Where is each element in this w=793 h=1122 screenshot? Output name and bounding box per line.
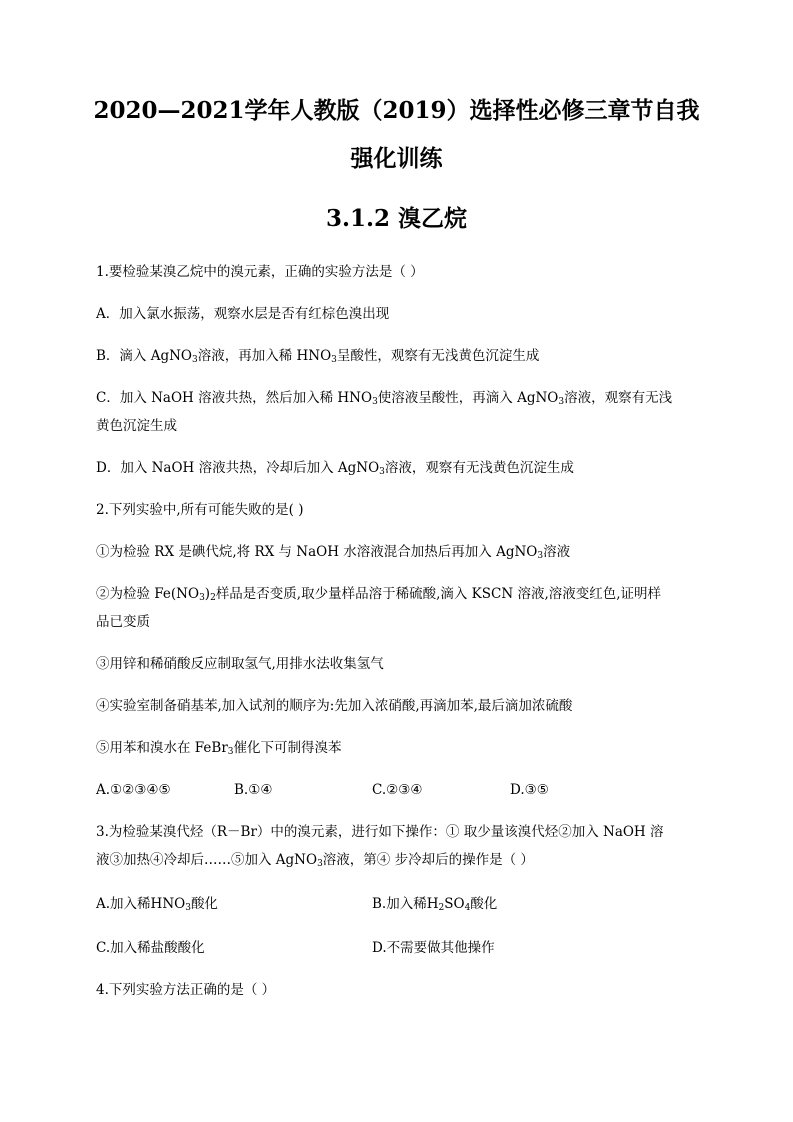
q1-option-b: B．滴入 AgNO$_3$溶液，再加入稀 $HNO_3$呈酸性，观察有无浅黄色沉淀生成 (96, 348, 540, 365)
title-line-2: 强化训练 (350, 145, 443, 172)
q1-option-d: D．加入 NaOH 溶液共热，冷却后加入 AgNO$_3$溶液，观察有无浅黄色沉淀生成 (96, 460, 574, 477)
q2-statement-1: ①为检验 RX 是碘代烷,将 RX 与 NaOH 水溶液混合加热后再加入 AgNO$_3$溶液 (96, 544, 571, 561)
q2-option-c: C.②③④ (372, 782, 423, 798)
q3-option-a: A.加入稀$HNO_3$酸化 (96, 896, 218, 913)
q2-statement-3: ③用锌和稀硝酸反应制取氢气,用排水法收集氢气 (96, 656, 384, 672)
q2-statement-4: ④实验室制备硝基苯,加入试剂的顺序为:先加入浓硝酸,再滴加苯,最后滴加浓硫酸 (96, 698, 573, 714)
q3-option-d: D.不需要做其他操作 (372, 940, 495, 956)
q1-option-c: C．加入 NaOH 溶液共热，然后加入稀 $HNO_3$使溶液呈酸性，再滴入 AgNO$_3$溶液，观察有无浅 (96, 390, 673, 407)
q2-stem: 2.下列实验中,所有可能失败的是( ) (96, 502, 304, 518)
q2-statement-2: ②为检验 $Fe(NO_3)_2$样品是否变质,取少量样品溶于稀硫酸,滴入 KSCN 溶液,溶液变红色,证明样 (96, 586, 662, 603)
q4-stem: 4.下列实验方法正确的是（ ） (96, 982, 276, 998)
q3-option-c: C.加入稀盐酸酸化 (96, 940, 205, 956)
q2-statement-5: ⑤用苯和溴水在 FeBr$_3$催化下可制得溴苯 (96, 740, 342, 757)
q1-option-a: A．加入氯水振荡，观察水层是否有红棕色溴出现 (96, 306, 390, 322)
q2-option-b: B.①④ (234, 782, 273, 798)
q2-option-a: A.①②③④⑤ (96, 782, 171, 798)
q2-option-d: D.③⑤ (510, 782, 549, 798)
q3-stem: 3.为检验某溴代烃（R－Br）中的溴元素，进行如下操作：① 取少量该溴代烃②加入 NaOH 溶 (96, 824, 664, 840)
title-line-1: 2020—2021学年人教版（2019）选择性必修三章节自我 (93, 97, 700, 124)
section-title: 3.1.2 溴乙烷 (325, 205, 468, 232)
q3-option-b: B.加入稀$H_2SO_4$酸化 (372, 896, 498, 913)
q3-stem-cont: 液③加热④冷却后……⑤加入 AgNO$_3$溶液，第④ 步冷却后的操作是（ ） (96, 852, 534, 869)
q2-statement-2-cont: 品已变质 (96, 614, 150, 630)
q1-option-c-cont: 黄色沉淀生成 (96, 418, 177, 434)
q1-stem: 1.要检验某溴乙烷中的溴元素，正确的实验方法是（ ） (96, 264, 424, 280)
